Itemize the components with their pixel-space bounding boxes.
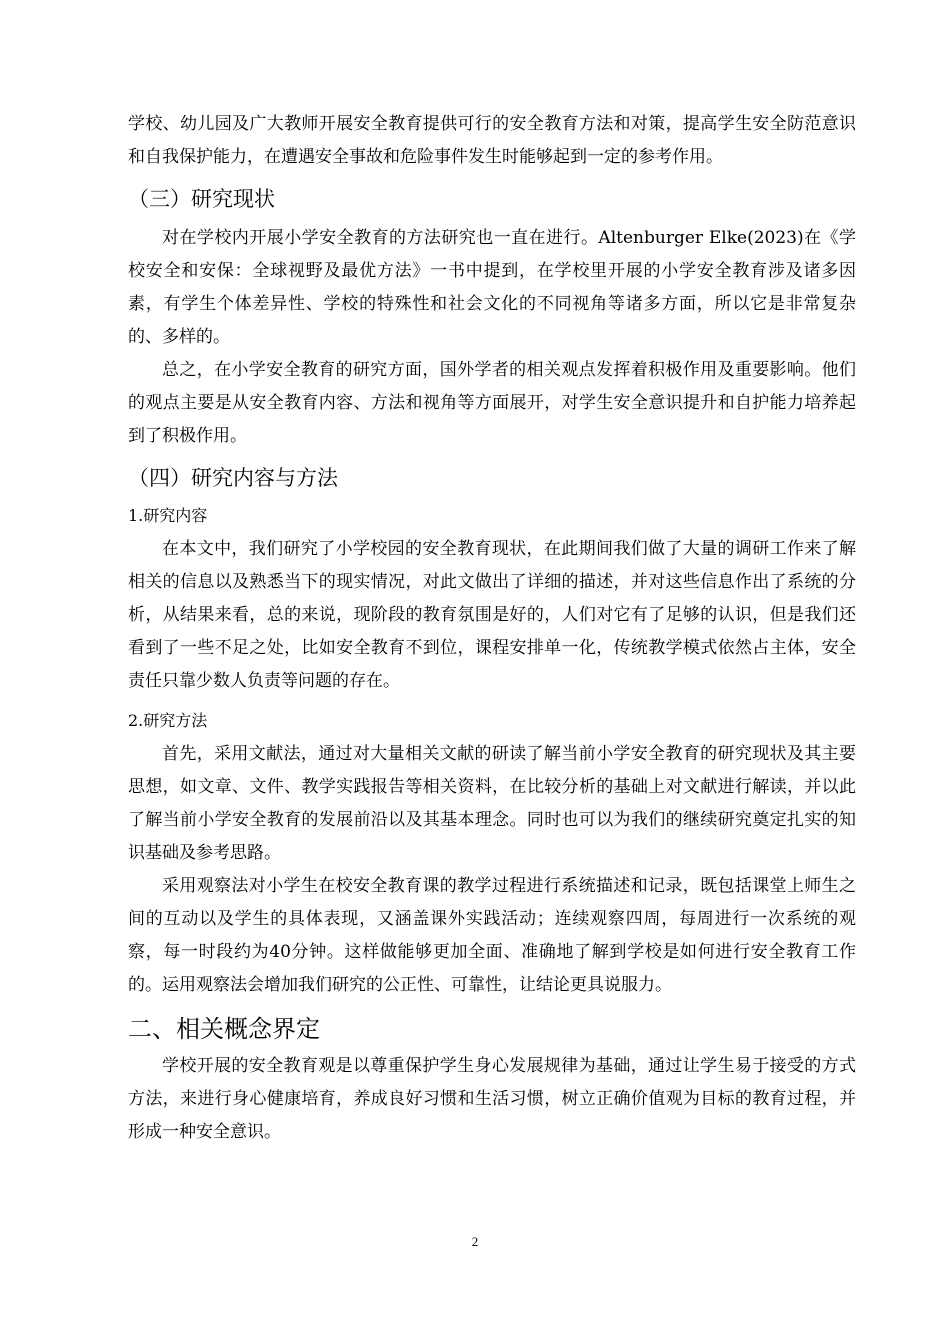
page-number: 2 xyxy=(471,1234,479,1249)
paragraph-research-content: 在本文中，我们研究了小学校园的安全教育现状，在此期间我们做了大量的调研工作来了解相关的信息以及熟悉当下的现实情况，对此文做出了详细的描述，并对这些信息作出了系统的分析，从结果来看，总的来说，现阶段的教育氛围是好的，人们对它有了足够的认识，但是我们还看到了一些不足之处，比如安全教育不到位，课程安排单一化，传统教学模式依然占主体，安全责任只靠少数人负责等问题的存在。 xyxy=(128,539,856,691)
document-body xyxy=(128,108,856,1149)
intro-paragraph: 学校、幼儿园及广大教师开展安全教育提供可行的安全教育方法和对策，提高学生安全防范意识和自我保护能力，在遭遇安全事故和危险事件发生时能够起到一定的参考作用。 xyxy=(128,114,856,167)
subheading-research-methods: 2.研究方法 xyxy=(128,711,208,730)
paragraph-observation-method: 采用观察法对小学生在校安全教育课的教学过程进行系统描述和记录，既包括课堂上师生之间的互动以及学生的具体表现，又涵盖课外实践活动；连续观察四周，每周进行一次系统的观察，每一时段约为40分钟。这样做能够更加全面、准确地了解到学校是如何进行安全教育工作的。运用观察法会增加我们研究的公正性、可靠性，让结论更具说服力。 xyxy=(128,876,856,995)
subheading-research-content: 1.研究内容 xyxy=(128,506,208,525)
chapter-heading-concepts: 二、相关概念界定 xyxy=(128,1015,320,1043)
paragraph-literature-method: 首先，采用文献法，通过对大量相关文献的研读了解当前小学安全教育的研究现状及其主要思想，如文章、文件、教学实践报告等相关资料，在比较分析的基础上对文献进行解读，并以此了解当前小学安全教育的发展前沿以及其基本理念。同时也可以为我们的继续研究奠定扎实的知识基础及参考思路。 xyxy=(128,744,856,863)
paragraph-research-status-1: 对在学校内开展小学安全教育的方法研究也一直在进行。Altenburger Elke(2023)在《学校安全和安保：全球视野及最优方法》一书中提到，在学校里开展的小学安全教育涉及诸多因素，有学生个体差异性、学校的特殊性和社会文化的不同视角等诸多方面，所以它是非常复杂的、多样的。 xyxy=(128,228,856,347)
section-heading-content-methods: （四）研究内容与方法 xyxy=(128,466,338,490)
section-heading-research-status: （三）研究现状 xyxy=(128,187,275,211)
paragraph-concepts: 学校开展的安全教育观是以尊重保护学生身心发展规律为基础，通过让学生易于接受的方式方法，来进行身心健康培育，养成良好习惯和生活习惯，树立正确价值观为目标的教育过程，并形成一种安全意识。 xyxy=(128,1056,856,1142)
paragraph-research-status-2: 总之，在小学安全教育的研究方面，国外学者的相关观点发挥着积极作用及重要影响。他们的观点主要是从安全教育内容、方法和视角等方面展开，对学生安全意识提升和自护能力培养起到了积极作用。 xyxy=(128,360,856,446)
